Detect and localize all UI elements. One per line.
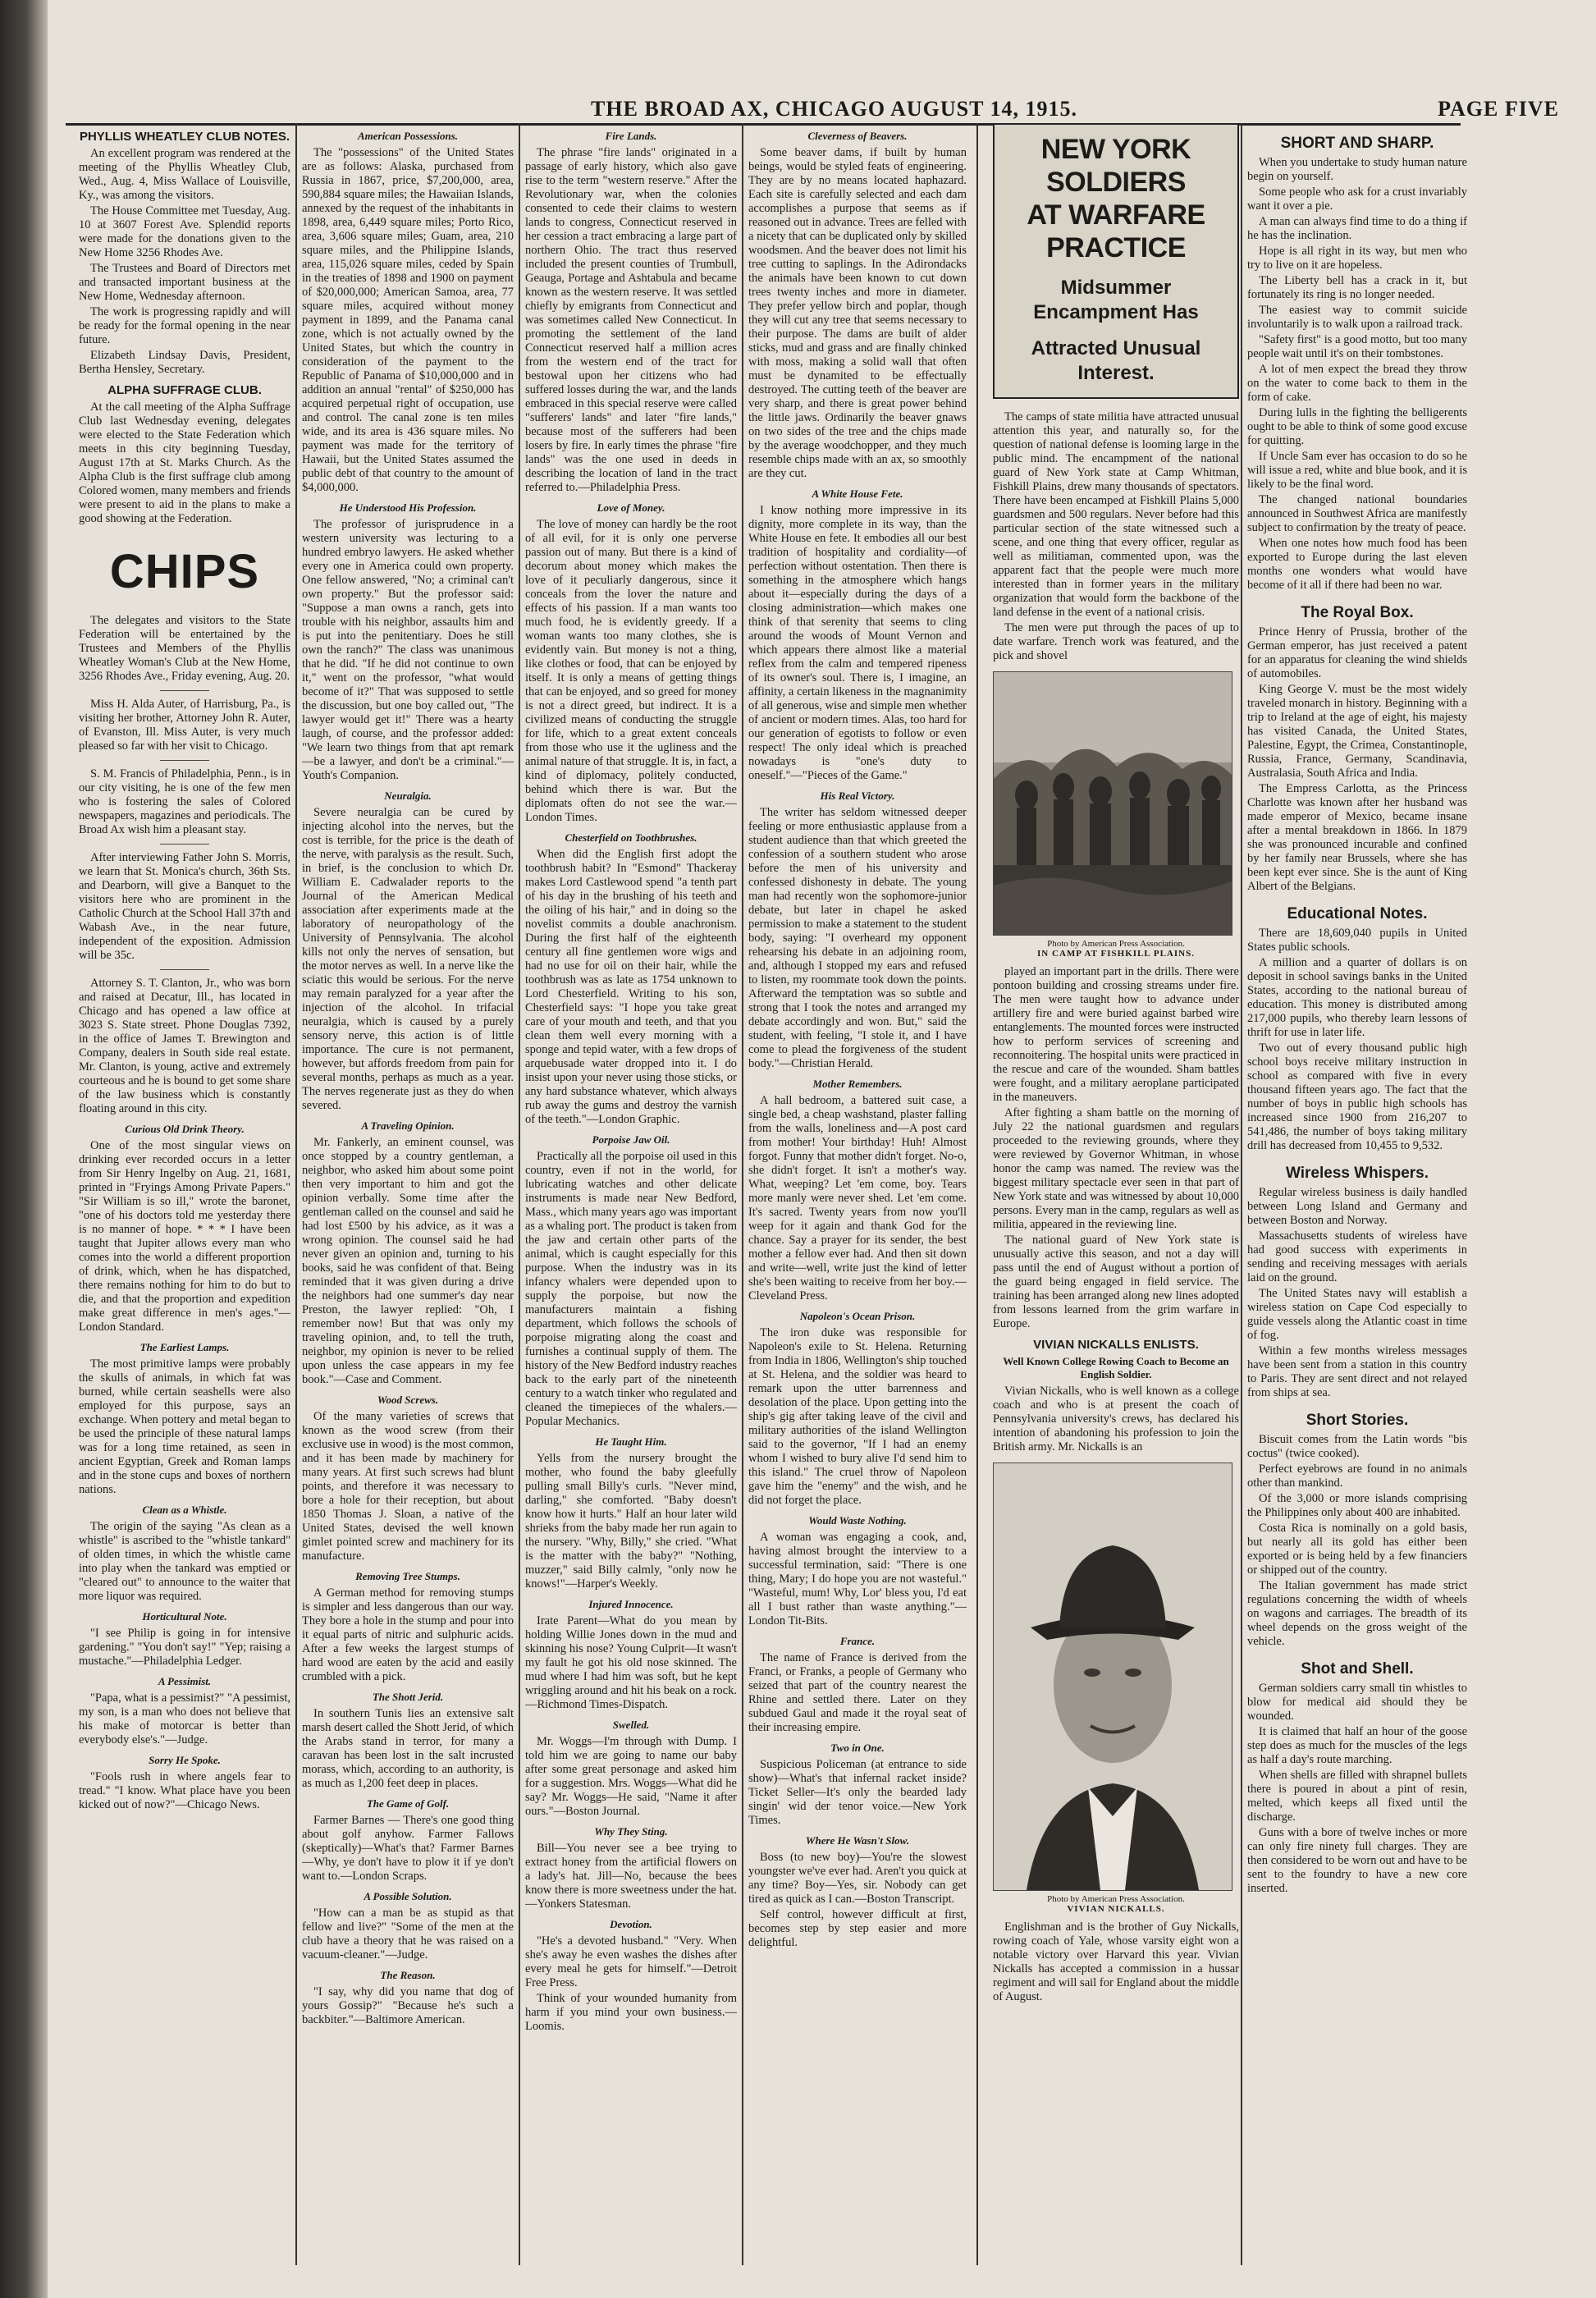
paragraph: King George V. must be the most widely traveled monarch in history. Beginning with a trip to Ireland at the age of eight, his majesty has visited Canada, the United States, Palestine, Egypt, the Crimea, Constantinople, Russia, France, Germany, Scandinavia, Australasia, South Africa and India. [1247, 683, 1467, 780]
paragraph: Self control, however difficult at first, becomes step by step easier and more delightful. [748, 1908, 967, 1949]
headline: He Taught Him. [595, 1435, 667, 1448]
headline: Devotion. [610, 1918, 652, 1930]
headline: Swelled. [612, 1719, 650, 1731]
paragraph: The iron duke was responsible for Napoleon's exile to St. Helena. Returning from India in 1806, Wellington's ship touched at St. Helena, and the soldier was heard to remark upon the utter barrenness and desolation of the place. Upon getting into the ship's gig after taking leave of the civil and military authorities of the island Wellington said to the governor, "If I had an enemy whom I wished to bury alive I'd send him to this island." The cruel throw of Napoleon gave him the "enemy" and the wish, and he did not forget the place. [748, 1326, 967, 1507]
paragraph: Mr. Woggs—I'm through with Dump. I told him we are going to name our baby after some great personage and asked him for a suggestion. Mrs. Woggs—What did he say? Mr. Woggs—He said, "Name it after ours."—Boston Journal. [525, 1735, 737, 1818]
paragraph: "I see Philip is going in for intensive gardening." "You don't say!" "Yep; raising a mustache."—Philadelphia Ledger. [79, 1627, 290, 1668]
headline: American Possessions. [357, 130, 459, 142]
paragraph: Massachusetts students of wireless have had good success with experiments in sending and receiving messages with aerials laid on the ground. [1247, 1229, 1467, 1284]
paragraph: "How can a man be as stupid as that fellow and live?" "Some of the men at the club have a theory that he was raised on a vacuum-cleaner."—Judge. [302, 1907, 514, 1962]
paragraph: The work is progressing rapidly and will be ready for the formal opening in the near future. [79, 305, 290, 346]
headline: Two in One. [830, 1742, 885, 1754]
paragraph: The most primitive lamps were probably the skulls of animals, in which fat was burned, while certain seashells were also employed for this purpose, says an exchange. When pottery and metal began to be used the principle of these natural lamps was for a long time retained, as seen in ancient Egyptian, Greek and Roman lamps and in the stone cups and boxes of northern nations. [79, 1357, 290, 1496]
paragraph: The origin of the saying "As clean as a whistle" is ascribed to the "whistle tankard" of olden times, in which the whistle came into play when the tankard was emptied or "cleared out" to announce to the waiter that more liquor was required. [79, 1520, 290, 1603]
paragraph: The delegates and visitors to the State Federation will be entertained by the Trustees and Members of the Phyllis Wheatley Woman's Club at the New Home, 3256 Rhodes Ave., Friday evening, Aug. 20. [79, 614, 290, 683]
paragraph: A woman was engaging a cook, and, having almost brought the interview to a successful termination, said: "There is one thing, Mary; I do hope you are not wasteful." "Wasteful, mum! Why, Lor' bless you, I'd eat all I bust rather than waste anything."—London Tit-Bits. [748, 1531, 967, 1627]
paragraph: Mr. Fankerly, an eminent counsel, was once stopped by a country gentleman, a neighbor, who asked him about some point then very important to him and got the opinion verbally. Some time after the gentleman called on the counsel and said he had lost £500 by his advice, as it was a wrong opinion. The counsel said he had never given an opinion and, turning to his books, said he was confident of that. Being reminded that it was given during a drive the neighbors had one summer's day near Preston, the lawyer replied: "Oh, I remember now! But that was only my traveling opinion, and, to tell the truth, neighbor, my opinion is never to be relied upon unless the case appears in my fee book."—Case and Comment. [302, 1136, 514, 1386]
headline: The Game of Golf. [366, 1797, 450, 1810]
headline: Fire Lands. [605, 130, 657, 142]
headline: The Shott Jerid. [372, 1691, 444, 1703]
paragraph: When one notes how much food has been exported to Europe during the last eleven months one wonders what would have become of it all if there had been no war. [1247, 537, 1467, 592]
paragraph: At the call meeting of the Alpha Suffrage Club last Wednesday evening, delegates were elected to the State Federation which meets in this city beginning Tuesday, August 17th at St. Marks Church. As the Alpha Club is the first suffrage club among Colored women, many members and friends were present to aid in the plans to make a good showing at the Federation. [79, 401, 290, 525]
paragraph: Guns with a bore of twelve inches or more can only fire ninety full charges. They are then considered to be worn out and have to be sent to the foundry to have a new core inserted. [1247, 1826, 1467, 1895]
paragraph: The men were put through the paces of up to date warfare. Trench work was featured, and the pick and shovel [993, 621, 1239, 662]
paragraph: Elizabeth Lindsay Davis, President, Bertha Hensley, Secretary. [79, 349, 290, 376]
headline: Clean as a Whistle. [142, 1504, 227, 1516]
paragraph: Suspicious Policeman (at entrance to side show)—What's that infernal racket inside? Ticket Seller—It's only the bearded lady singin' wid der tenor voice.—New York Times. [748, 1758, 967, 1827]
paragraph: A man can always find time to do a thing if he has the inclination. [1247, 215, 1467, 242]
section-heading: Wireless Whispers. [1285, 1165, 1429, 1182]
paragraph: The professor of jurisprudence in a western university was lecturing to a hundred embryo lawyers. He asked whether every one in America could own property. One fellow answered, "No; a criminal can't own property." But the professor said: "Suppose a man owns a ranch, gets into trouble with his neighbor, assaults him and is put into the penitentiary. Does he still own the ranch?" The class was unanimous that he did. "If he did not continue to own it," went on the professor, "what would become of it?" That was supposed to settle the discussion, but one boy called out, "The lawyer would get it!" There was a hearty laugh, of course, and the professor added: "We learn two things from that apt remark—be a lawyer, and don't be a criminal."—Youth's Companion. [302, 518, 514, 782]
column-6 [1247, 123, 1467, 2257]
paragraph: played an important part in the drills. There were pontoon building and crossing streams under fire. The men were taught how to advance under artillery fire and were buried against barbed wire entanglements. The mounted forces were instructed how to perform services of screening and reconnoitering. The hospital units were practiced in the rescue and care of the wounded. Sham battles were fought, and a military aeroplane participated in the maneuvers. [993, 965, 1239, 1104]
headline: Horticultural Note. [142, 1610, 227, 1623]
headline: VIVIAN NICKALLS ENLISTS. [1033, 1338, 1199, 1352]
headline: Napoleon's Ocean Prison. [799, 1310, 916, 1322]
paragraph: In southern Tunis lies an extensive salt marsh desert called the Shott Jerid, of which the Arabs stand in terror, for many a caravan has been lost in the salt incrusted morass, which, according to an authority, is as much as 1,200 feet deep in places. [302, 1707, 514, 1790]
paragraph: Boss (to new boy)—You're the slowest youngster we've ever had. Aren't you quick at any time? Boy—Yes, sir. Nobody can get tired as quick as I can.—Boston Transcript. [748, 1851, 967, 1906]
column-rule [1241, 123, 1242, 2265]
portrait-photo [993, 1463, 1232, 1891]
paragraph: The national guard of New York state is unusually active this season, and not a day will pass until the end of August without a portion of the guard being engaged in field service. The training has been arranged along new lines adopted from lessons learned from the grim warfare in Europe. [993, 1234, 1239, 1330]
headline: A Traveling Opinion. [361, 1119, 455, 1132]
paragraph: The changed national boundaries announced in Southwest Africa are manifestly subject to confirmation by the treaty of peace. [1247, 493, 1467, 534]
section-heading: Educational Notes. [1287, 905, 1428, 922]
paragraph: Some beaver dams, if built by human beings, would be styled feats of engineering. They are by no means located haphazard. Each site is carefully selected and each dam accomplishes a purpose that seems as if reasoned out in advance. Trees are felled with a nicety that can be duplicated only by skilled woodsmen. And the beaver does not limit his tree cutting to saplings. In the Adirondacks the animals have been known to cut down trees twenty inches and more in diameter. They prefer yellow birch and poplar, though they will cut any tree that seems necessary to their purpose. The dams are built of alder sticks, mud and grass and are finally chinked with moss, making a solid wall that often must be dynamited to be effectually destroyed. The cutting teeth of the beaver are very sharp, and there is great power behind the little jaws. Ordinarily the beaver gnaws on two sides of the tree and the chips made by the average woodchopper, and they much resemble chips made with an ax, so smoothly are they cut. [748, 146, 967, 480]
headline: Love of Money. [597, 501, 665, 514]
paragraph: The Italian government has made strict regulations concerning the width of wheels on wagons and carriages. The breadth of its wheel depends on the gross weight of the vehicle. [1247, 1579, 1467, 1648]
paragraph: After fighting a sham battle on the morning of July 22 the national guardsmen and regulars proceeded to the reviewing grounds, where they were reviewed by Governor Whitman, in whose honor the camp was named. The review was the biggest military spectacle ever seen in that part of New York state and was witnessed by about 10,000 persons. Every man in the camp, regulars as well as militia, appeared in the reviewing line. [993, 1106, 1239, 1231]
headline: Removing Tree Stumps. [355, 1570, 460, 1582]
paragraph: Farmer Barnes — There's one good thing about golf anyhow. Farmer Fallows (skeptically)—What's that? Farmer Barnes—Why, ye don't have to plow it if ye don't want to.—London Scraps. [302, 1814, 514, 1883]
paragraph: The camps of state militia have attracted unusual attention this year, and naturally so, for the question of national defense is looming large in the public mind. The encampment of the national guard of New York state at Camp Whitman, Fishkill Plains, drew many thousands of spectators. There have been encamped at Fishkill Plains 5,000 guardsmen and 500 regulars. Never before had this particular section of the state witnessed such a scene, and one thing that every officer, regular as well as militiaman, commented upon, was the apparent fact that the people were much more interested than in former years in the military organization that would form the backbone of the land defense in the event of a national crisis. [993, 410, 1239, 619]
paragraph: Perfect eyebrows are found in no animals other than mankind. [1247, 1463, 1467, 1490]
headline: A Pessimist. [158, 1675, 212, 1687]
paragraph: An excellent program was rendered at the meeting of the Phyllis Wheatley Club, Wed., Aug. 4, Miss Wallace of Louisville, Ky., was among the visitors. [79, 147, 290, 202]
page-header [66, 97, 1559, 126]
paragraph: Severe neuralgia can be cured by injecting alcohol into the nerves, but the cost is terrible, for the price is the death of the nerve, with paralysis as the result. Such, in brief, is the conclusion to which Dr. William E. Cadwalader reports to the Journal of the American Medical association after experiments made at the laboratory of neuropathology of the University of Pennsylvania. The alcohol kills not only the nerves of sensation, but the motor nerves as well. In a nerve like the sciatic this would be serious. For the nerve may remain paralyzed for a year after the injection of the alcohol. In trifacial neuralgia, which is caused by a purely sensory nerve, this action is of little importance. The cure is not permanent, however, but affords freedom from pain for several months, perhaps as much as a year. The nerves regenerate just as they do when severed. [302, 806, 514, 1112]
headline: Curious Old Drink Theory. [125, 1123, 245, 1135]
headline: ALPHA SUFFRAGE CLUB. [107, 383, 262, 397]
page-number: PAGE FIVE [1438, 97, 1559, 121]
banner-headline-line-2: AT WARFARE PRACTICE [1027, 199, 1205, 263]
masthead-title: THE BROAD AX, CHICAGO AUGUST 14, 1915. [591, 97, 1077, 121]
headline: France. [839, 1635, 876, 1647]
headline: A Possible Solution. [364, 1890, 452, 1902]
paragraph: Miss H. Alda Auter, of Harrisburg, Pa., is visiting her brother, Attorney John R. Auter, of Evanston, Ill. Miss Auter, is very much pleased so far with her visit to Chicago. [79, 698, 290, 753]
paragraph: A lot of men expect the bread they throw on the water to come back to them in the form of cake. [1247, 363, 1467, 404]
headline: A White House Fete. [812, 488, 903, 500]
paragraph: During lulls in the fighting the belligerents ought to be able to think of some good excuse for quitting. [1247, 406, 1467, 447]
paragraph: "Fools rush in where angels fear to tread." "I know. What place have you been kicked out of now?"—Chicago News. [79, 1770, 290, 1811]
paragraph: After interviewing Father John S. Morris, we learn that St. Monica's church, 36th Sts. and Dearborn, will give a Banquet to the visitors here who are prominent in the Catholic Church at the School Hall 37th and Wabash Ave., in the near future, independent of the exposition. Admission will be 35c. [79, 851, 290, 962]
headline: The Earliest Lamps. [139, 1341, 230, 1353]
headline: PHYLLIS WHEATLEY CLUB NOTES. [79, 130, 290, 144]
headline: He Understood His Profession. [339, 501, 477, 514]
headline: Porpoise Jaw Oil. [592, 1133, 670, 1146]
paragraph: The United States navy will establish a wireless station on Cape Cod especially to guide vessels along the Atlantic coast in time of fog. [1247, 1287, 1467, 1342]
paragraph: It is claimed that half an hour of the goose step does as much for the muscles of the legs as half a day's route marching. [1247, 1725, 1467, 1766]
paragraph: I know nothing more impressive in its dignity, more complete in its way, than the White House en fete. It embodies all our best tradition of hospitality and cordiality—of perfection without ostentation. Then there is something in the atmosphere which hangs about it—especially during the days of a closing administration—which makes one think of that serenity that seems to cling around the woods of Mount Vernon and which appears there almost like a material reflex from the calm and tempered ripeness of its owner's soul. There is, I imagine, an affinity, a certain likeness in the magnanimity of all generous, wise and simple men whether of ancient or modern times. Alas, too hard for our generation of egotists to follow or even respect! The only ideal which is preached nowadays is "one's duty to oneself."—"Pieces of the Game." [748, 504, 967, 782]
banner-subhead-line-2: Attracted Unusual Interest. [1031, 337, 1201, 384]
paragraph: Yells from the nursery brought the mother, who found the baby gleefully pulling small Billy's curls. "Never mind, darling," she comforted. "Baby doesn't know how it hurts." Half an hour later wild shrieks from the baby made her run again to the nursery. "Why, Billy," she cried. "What is the matter with the baby?" "Nothing, muzzer," said Billy calmly, "only now he knows!"—Harper's Weekly. [525, 1452, 737, 1591]
paragraph: Prince Henry of Prussia, brother of the German emperor, has just received a patent for an apparatus for cleaning the wind shields of automobiles. [1247, 625, 1467, 680]
headline: The Reason. [380, 1969, 436, 1981]
camp-photo [993, 671, 1232, 936]
paragraph: A million and a quarter of dollars is on deposit in school savings banks in the United States, according to the national bureau of education. This money is distributed among 217,000 pupils, who thereby learn lessons of thrift for use in later life. [1247, 956, 1467, 1039]
paragraph: Of the 3,000 or more islands comprising the Philippines only about 400 are inhabited. [1247, 1492, 1467, 1519]
paragraph: If Uncle Sam ever has occasion to do so he will issue a red, white and blue book, and it is likely to be the final word. [1247, 450, 1467, 491]
paragraph: One of the most singular views on drinking ever recorded occurs in a letter from Sir Henry Ingelby on Aug. 21, 1681, printed in "Fryings Among Private Papers." "Sir William is so ill," wrote the baronet, "one of his doctors told me yesterday there is no manner of hope. * * * I have been taught that Jupiter allows every man who comes into the world a different proportion of drink, which, when he has dispatched, there remains nothing for him to do but to die, and that the proportion and expedition make great difference in men's ages."—London Standard. [79, 1139, 290, 1334]
headline: His Real Victory. [820, 790, 895, 802]
paragraph: When shells are filled with shrapnel bullets there is poured in about a pint of resin, melted, which keeps all fixed until the discharge. [1247, 1769, 1467, 1824]
paragraph: Attorney S. T. Clanton, Jr., who was born and raised at Decatur, Ill., has located in Chicago and has opened a law office at 3023 S. State street. Phone Douglas 7392, in the office of James T. Brewington and Company, dealers in South side real estate. Mr. Clanton, is young, active and extremely courteous and he is bound to get some share of the law business which is constantly floating around in this city. [79, 977, 290, 1115]
photo-caption: VIVIAN NICKALLS. [1067, 1904, 1165, 1914]
column-5 [993, 123, 1239, 2257]
paragraph: "He's a devoted husband." "Very. When she's away he even washes the dishes after every meal he gets for himself."—Detroit Free Press. [525, 1934, 737, 1989]
paragraph: S. M. Francis of Philadelphia, Penn., is in our city visiting, he is one of the few men who is fostering the sales of Colored newspapers, magazines and periodicals. The Broad Ax wish him a pleasant stay. [79, 767, 290, 836]
paragraph: Hope is all right in its way, but men who try to live on it are hopeless. [1247, 245, 1467, 272]
paragraph: A German method for removing stumps is simpler and less dangerous than our way. They bore a hole in the stump and pour into it equal parts of nitric and sulphuric acids. After a few weeks the largest stumps of hard wood are eaten by the acid and easily crumbled with a pick. [302, 1586, 514, 1683]
camp-photo-illustration [994, 672, 1232, 935]
paragraph: "Safety first" is a good motto, but too many people wait until it's on their tombstones. [1247, 333, 1467, 360]
paragraph: Within a few months wireless messages have been sent from a station in this country to Paris. They are sent direct and not relayed from ships at sea. [1247, 1344, 1467, 1399]
section-heading: SHORT AND SHARP. [1280, 135, 1434, 152]
section-heading: The Royal Box. [1301, 604, 1414, 621]
paragraph: Costa Rica is nominally on a gold basis, but nearly all its gold has either been exported or is being held by a few financiers or shipped out of the country. [1247, 1522, 1467, 1577]
headline: Cleverness of Beavers. [807, 130, 908, 142]
headline: Would Waste Nothing. [808, 1514, 907, 1527]
paragraph: When did the English first adopt the toothbrush habit? In "Esmond" Thackeray makes Lord Castlewood spend "a tenth part of his day in the brushing of his teeth and the oiling of his hair," and in doing so the novelist commits a double anachronism. During the first half of the eighteenth century all fine gentlemen wore wigs and had no use for oil on their hair, while the toothbrush was as late as 1754 unknown to Lord Chesterfield. Writing to his son, Chesterfield says: "I hope you take great care of your mouth and teeth, and that you clean them well every morning with a sponge and tepid water, with a few drops of arquebusade water dropped into it. I do insist upon your never using those sticks, or any hard substance whatever, which always rub away the gums and destroy the varnish of the teeth."—London Graphic. [525, 848, 737, 1126]
paragraph: The name of France is derived from the Franci, or Franks, a people of Germany who seized that part of the country nearest the Rhine and settled there. Later on they subdued Gaul and made it the royal seat of their increasing empire. [748, 1651, 967, 1734]
headline: Neuralgia. [384, 790, 432, 802]
photo-credit: Photo by American Press Association. [1047, 1894, 1185, 1904]
paragraph: Bill—You never see a bee trying to extract honey from the artificial flowers on a lady's hat. Jill—No, because the bees know there is more sweetness under the hat.—Yonkers Statesman. [525, 1842, 737, 1911]
column-rule [519, 123, 520, 2265]
paragraph: The Trustees and Board of Directors met and transacted important business at the New Home, Wednesday afternoon. [79, 262, 290, 303]
photo-caption: IN CAMP AT FISHKILL PLAINS. [1037, 949, 1195, 959]
paragraph: The "possessions" of the United States are as follows: Alaska, purchased from Russia in 1867, price, $7,200,000, area, 590,884 square miles; the Hawaiian Islands, annexed by the request of the inhabitants in 1898, area, 6,449 square miles; Porto Rico, area, 3,606 square miles; Guam, area, 210 square miles, and the Philippine Islands, area, 115,026 square miles, ceded by Spain in the treaties of 1898 and 1900 on payment of $20,000,000; American Samoa, area, 77 square miles, acquired without money payment in 1899, and the Panama canal zone, which is not actually owned by the United States, but which the country in consideration of the payment to the Republic of Panama of $10,000,000 and in addition an annual "rental" of $250,000 has acquired perpetual right of occupation, use and control. The canal zone is ten miles wide, and its area is 436 square miles. No payment was made for the territory of Hawaii, but the United States assumed the public debt of that country to the amount of $4,000,000. [302, 146, 514, 494]
section-heading: Short Stories. [1306, 1412, 1409, 1429]
column-1 [79, 123, 290, 2257]
paragraph: German soldiers carry small tin whistles to blow for medical aid should they be wounded. [1247, 1682, 1467, 1723]
paragraph: The House Committee met Tuesday, Aug. 10 at 3607 Forest Ave. Splendid reports were made for the donations given to the New Home 3256 Rhodes Ave. [79, 204, 290, 259]
paragraph: Biscuit comes from the Latin words "bis coctus" (twice cooked). [1247, 1433, 1467, 1460]
section-heading: Shot and Shell. [1301, 1660, 1414, 1678]
paragraph: Irate Parent—What do you mean by holding Willie Jones down in the mud and skinning his nose? Young Culprit—It wasn't my fault he got his old nose skinned. The mud where I had him was soft, but he kept wriggling around and hit his beak on a rock.—Richmond Times-Dispatch. [525, 1614, 737, 1711]
headline: Why They Sting. [594, 1825, 668, 1838]
divider [160, 844, 209, 845]
paragraph: Two out of every thousand public high school boys receive military instruction in school as compared with five in every thousand fifteen years ago. The fact that the number of boys in public high schools has increased since 1900 from 216,207 to 541,486, the number of boys taking military drill has decreased from 10,455 to 9,532. [1247, 1041, 1467, 1152]
paragraph: "I say, why did you name that dog of yours Gossip?" "Because he's such a backbiter."—Baltimore American. [302, 1985, 514, 2026]
column-4 [748, 123, 967, 2257]
paragraph: Of the many varieties of screws that known as the wood screw (from their exclusive use in wood) is the most common, and it has been made by machinery for many years. At first such screws had blunt points, and therefore it was necessary to bore a hole for their reception, but about 1850 Thomas J. Sloan, a native of the United States, devised the well known gimlet pointed screw and machinery for its manufacture. [302, 1410, 514, 1563]
paragraph: The phrase "fire lands" originated in a passage of early history, which also gave rise to the term "western reserve." After the Revolutionary war, when the colonies consented to cede their claims to western lands to congress, Connecticut reserved in her cession a tract embracing a large part of northern Ohio. The tract thus reserved included the present counties of Trumbull, Geauga, Portage and Ashtabula and became known as the western reserve. It was settled chiefly by emigrants from Connecticut and was sometimes called New Connecticut. In promoting the settlement of the land Connecticut reserved half a million acres from the western end of the tract for bestowal upon her citizens who had suffered losses during the war, and the lands embraced in this special reserve were called "sufferers' lands" and later "fire lands," because most of the sufferers had been losers by fire. In early times the phrase "fire lands" was the one used in deeds in describing the location of land in the tract referred to.—Philadelphia Press. [525, 146, 737, 494]
column-3 [525, 123, 737, 2257]
portrait-illustration [994, 1463, 1232, 1890]
paragraph: Think of your wounded humanity from harm if you mind your own business.—Loomis. [525, 1992, 737, 2033]
paragraph: There are 18,609,040 pupils in United States public schools. [1247, 927, 1467, 954]
photo-credit: Photo by American Press Association. [1047, 939, 1185, 949]
paragraph: The writer has seldom witnessed deeper feeling or more enthusiastic applause from a student audience than that which greeted the confession of a southern student who arose before the men of his university and confessed dishonesty in debate. The young man had recently won the sophomore-junior debate, but later in chapel he asked permission to make a statement to the student body, saying: "I overheard my opponent rehearsing his debate in an adjoining room, and, although I stopped my ears and refused to listen, my roommate took down the points. Afterward the temptation was so subtle and strong that I took the notes and arranged my debate accordingly and won. But," said the student, with feeling, "I stole it, and I have come to plead the forgiveness of the student body."—Christian Herald. [748, 806, 967, 1070]
headline: Chesterfield on Toothbrushes. [565, 831, 697, 844]
divider [160, 969, 209, 970]
paragraph: Regular wireless business is daily handled between Long Island and Germany and between Boston and Norway. [1247, 1186, 1467, 1227]
chips-heading: CHIPS [109, 545, 260, 598]
headline: Wood Screws. [377, 1394, 439, 1406]
column-2 [302, 123, 514, 2257]
paragraph: Vivian Nickalls, who is well known as a college coach and who is at present the coach of Pennsylvania university's crews, has declared his intention of abandoning his profession to join the British army. Mr. Nickalls is an [993, 1385, 1239, 1453]
paragraph: Englishman and is the brother of Guy Nickalls, rowing coach of Yale, whose varsity eight won a notable victory over Harvard this year. Vivian Nickalls has accepted a commission in a hussar regiment and will sail for England about the middle of August. [993, 1920, 1239, 2003]
paragraph: The Empress Carlotta, as the Princess Charlotte was known after her husband was made emperor of Mexico, became insane after a mental breakdown in 1866. In 1879 she was pronounced incurable and confined by her family near Brussels, where she has been kept ever since. She is the aunt of King Albert of the Belgians. [1247, 782, 1467, 893]
paragraph: When you undertake to study human nature begin on yourself. [1247, 156, 1467, 183]
paragraph: The Liberty bell has a crack in it, but fortunately its ring is no longer needed. [1247, 274, 1467, 301]
banner-subhead-line-1: Midsummer Encampment Has [1033, 277, 1199, 323]
headline: Mother Remembers. [812, 1078, 903, 1090]
headline: Sorry He Spoke. [149, 1754, 221, 1766]
headline: Where He Wasn't Slow. [805, 1834, 910, 1847]
binding-shadow [0, 0, 48, 2298]
banner-headline-line-1: NEW YORK SOLDIERS [1040, 134, 1191, 198]
paragraph: Practically all the porpoise oil used in this country, even if not in the world, for lubricating watches and other delicate instruments is made near New Bedford, Mass., which many years ago was important as a whaling port. The product is taken from the jaw and certain other parts of the animal, which is caught especially for this purpose. When the industry was in its infancy whalers were depended upon to supply the porpoise, but now the manufacturers maintain a fishing department, which follows the schools of porpoise migrating along the coast and furnishes a continual supply of them. The history of the New Bedford industry reaches back to the early part of the nineteenth century to a watch tinker who regulated and cleaned the timepieces of the whalers.—Popular Mechanics. [525, 1150, 737, 1428]
paragraph: "Papa, what is a pessimist?" "A pessimist, my son, is a man who does not believe that his make of motorcar is better than everybody else's."—Judge. [79, 1691, 290, 1746]
paragraph: The easiest way to commit suicide involuntarily is to walk upon a railroad track. [1247, 304, 1467, 331]
paragraph: Some people who ask for a crust invariably want it over a pie. [1247, 185, 1467, 213]
column-rule [742, 123, 743, 2265]
paragraph: The love of money can hardly be the root of all evil, for it is only one perverse passion out of many. But there is a kind of decorum about money which makes the love of it peculiarly dangerous, since it conceals from the lover the nature and effects of his passion. If a man wants too much food, he is evidently greedy. If a woman wants too many clothes, she is evidently vain. But money is not a thing, like clothes or food, that can be enjoyed by itself. It is only a means of getting things that can be enjoyed, and so greed for money is not a direct greed, but indirect. It is a civilized means of conducting the struggle for life, which to a great extent conceals from those who use it the ugliness and the animal nature of that struggle. It is, in fact, a kind of diplomacy, politely conducted, behind which there is war. But the diplomats often do not see the war.—London Times. [525, 518, 737, 824]
headline: Injured Innocence. [588, 1598, 674, 1610]
column-rule [976, 123, 978, 2265]
subheadline: Well Known College Rowing Coach to Become an English Soldier. [1003, 1355, 1229, 1380]
divider [160, 760, 209, 761]
column-rule [295, 123, 297, 2265]
divider [160, 690, 209, 691]
paragraph: A hall bedroom, a battered suit case, a single bed, a cheap washstand, plaster falling from the walls, loneliness and—A post card from mother! Your birthday! Huh! Almost forgot. Funny that mother didn't forget. No-o, she didn't forget. It isn't a mother's way. What, weeping? Let 'em come, boy. Tears more manly were never shed. Let 'em come. It's sacred. Twenty years from now you'll weep for it again and thank God for the chance. Say a prayer for its sender, the best mother a fellow ever had. And then sit down and write—well, write just the kind of letter she's been waiting to receive from her boy.—Cleveland Press. [748, 1094, 967, 1302]
feature-banner [993, 123, 1239, 399]
